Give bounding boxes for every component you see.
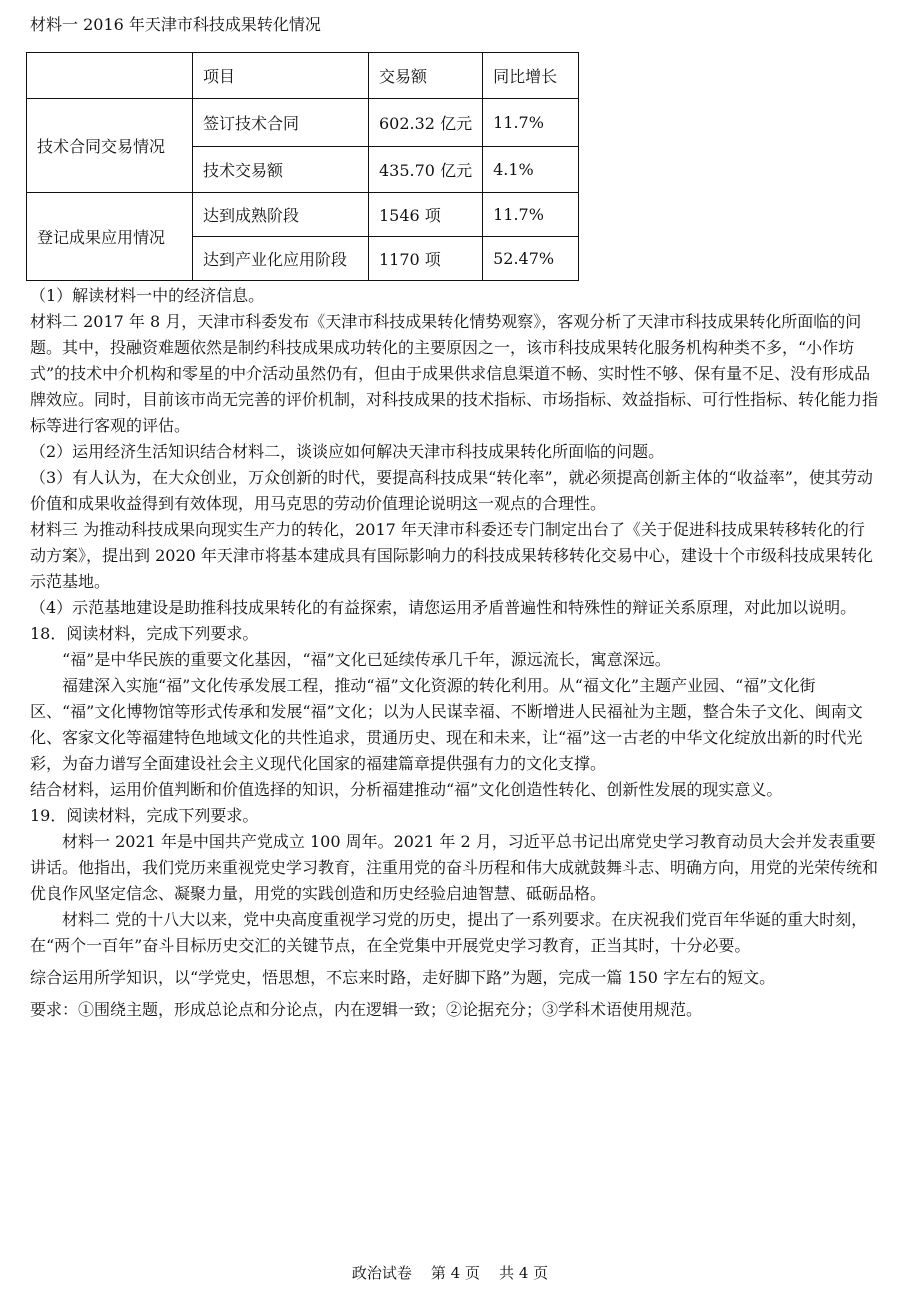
question-17-1: （1）解读材料一中的经济信息。	[30, 286, 265, 305]
question-19-prompt: 综合运用所学知识，以“学党史，悟思想，不忘来时路，走好脚下路”为题，完成一篇 150 字左右的短文。	[30, 968, 776, 987]
table-item-cell: 技术交易额	[193, 147, 369, 193]
table-category-cell: 登记成果应用情况	[27, 193, 193, 281]
table-growth-cell: 11.7%	[483, 99, 579, 147]
question-18-prompt: 结合材料，运用价值判断和价值选择的知识，分析福建推动“福”文化创造性转化、创新性发展的现实意义。	[30, 780, 783, 799]
question-19-requirements: 要求：①围绕主题，形成总论点和分论点，内在逻辑一致；②论据充分；③学科术语使用规范。	[30, 1000, 703, 1019]
table-growth-cell: 4.1%	[483, 147, 579, 193]
table-item-cell: 达到成熟阶段	[193, 193, 369, 237]
table-header-amount: 交易额	[369, 53, 483, 99]
question-19-material1: 材料一 2021 年是中国共产党成立 100 周年。2021 年 2 月，习近平总书记出席党史学习教育动员大会并发表重要讲话。他指出，我们党历来重视党史学习教育，注重用党的奋斗历程和伟大成就鼓舞斗志、明确方向，用党的光荣传统和优良作风坚定信念、凝聚力量，用党的实践创造和历史经验启迪智慧、砥砺品格。	[30, 832, 879, 903]
table-amount-cell: 435.70 亿元	[369, 147, 483, 193]
question-19-heading: 19．阅读材料，完成下列要求。	[30, 806, 259, 825]
question-18-material-para-1: “福”是中华民族的重要文化基因，“福”文化已延续传承几千年，源远流长，寓意深远。	[62, 650, 671, 669]
table-growth-cell: 52.47%	[483, 237, 579, 281]
material3-paragraph: 材料三 为推动科技成果向现实生产力的转化，2017 年天津市科委还专门制定出台了《关于促进科技成果转移转化的行动方案》，提出到 2020 年天津市将基本建成具有国际影响力的科技成果转移转化交易中心，建设十个市级科技成果转化示范基地。	[30, 520, 873, 591]
table-item-cell: 达到产业化应用阶段	[193, 237, 369, 281]
exam-body	[30, 283, 880, 1023]
table-header-item: 项目	[193, 53, 369, 99]
table-amount-cell: 1546 项	[369, 193, 483, 237]
page-footer: 政治试卷 第 4 页 共 4 页	[351, 1264, 549, 1282]
table-amount-cell: 602.32 亿元	[369, 99, 483, 147]
question-17-4: （4）示范基地建设是助推科技成果转化的有益探索，请您运用矛盾普遍性和特殊性的辩证关系原理，对此加以说明。	[30, 598, 857, 617]
material2-paragraph: 材料二 2017 年 8 月，天津市科委发布《天津市科技成果转化情势观察》，客观分析了天津市科技成果转化所面临的问题。其中，投融资难题依然是制约科技成果成功转化的主要原因之一，该市科技成果转化服务机构种类不多，“小作坊式”的技术中介机构和零星的中介活动虽然仍有，但由于成果供求信息渠道不畅、实时性不够、保有量不足、没有形成品牌效应。同时，目前该市尚无完善的评价机制，对科技成果的技术指标、市场指标、效益指标、可行性指标、转化能力指标等进行客观的评估。	[30, 312, 879, 435]
table-row	[27, 99, 579, 147]
table-header-blank	[27, 53, 193, 99]
question-19-material2: 材料二 党的十八大以来，党中央高度重视学习党的历史，提出了一系列要求。在庆祝我们党百年华诞的重大时刻，在“两个一百年”奋斗目标历史交汇的关键节点，在全党集中开展党史学习教育，正当其时，十分必要。	[30, 910, 868, 955]
question-18-heading: 18．阅读材料，完成下列要求。	[30, 624, 259, 643]
question-18-material-para-2: 福建深入实施“福”文化传承发展工程，推动“福”文化资源的转化利用。从“福文化”主题产业园、“福”文化街区、“福”文化博物馆等形式传承和发展“福”文化；以为人民谋幸福、不断增进人民福祉为主题，整合朱子文化、闽南文化、客家文化等福建特色地域文化的共性追求，贯通历史、现在和未来，让“福”这一古老的中华文化绽放出新的时代光彩，为奋力谱写全面建设社会主义现代化国家的福建篇章提供强有力的文化支撑。	[30, 676, 863, 773]
table-category-cell: 技术合同交易情况	[27, 99, 193, 193]
question-17-3: （3）有人认为，在大众创业，万众创新的时代，要提高科技成果“转化率”，就必须提高创新主体的“收益率”，使其劳动价值和成果收益得到有效体现，用马克思的劳动价值理论说明这一观点的合理性。	[30, 468, 873, 513]
question-17-2: （2）运用经济生活知识结合材料二，谈谈应如何解决天津市科技成果转化所面临的问题。	[30, 442, 665, 461]
table-header-row	[27, 53, 579, 99]
material1-title: 材料一 2016 年天津市科技成果转化情况	[30, 15, 321, 34]
table-row	[27, 193, 579, 237]
tech-transfer-table	[26, 52, 579, 281]
table-growth-cell: 11.7%	[483, 193, 579, 237]
table-item-cell: 签订技术合同	[193, 99, 369, 147]
table-header-growth: 同比增长	[483, 53, 579, 99]
table-amount-cell: 1170 项	[369, 237, 483, 281]
